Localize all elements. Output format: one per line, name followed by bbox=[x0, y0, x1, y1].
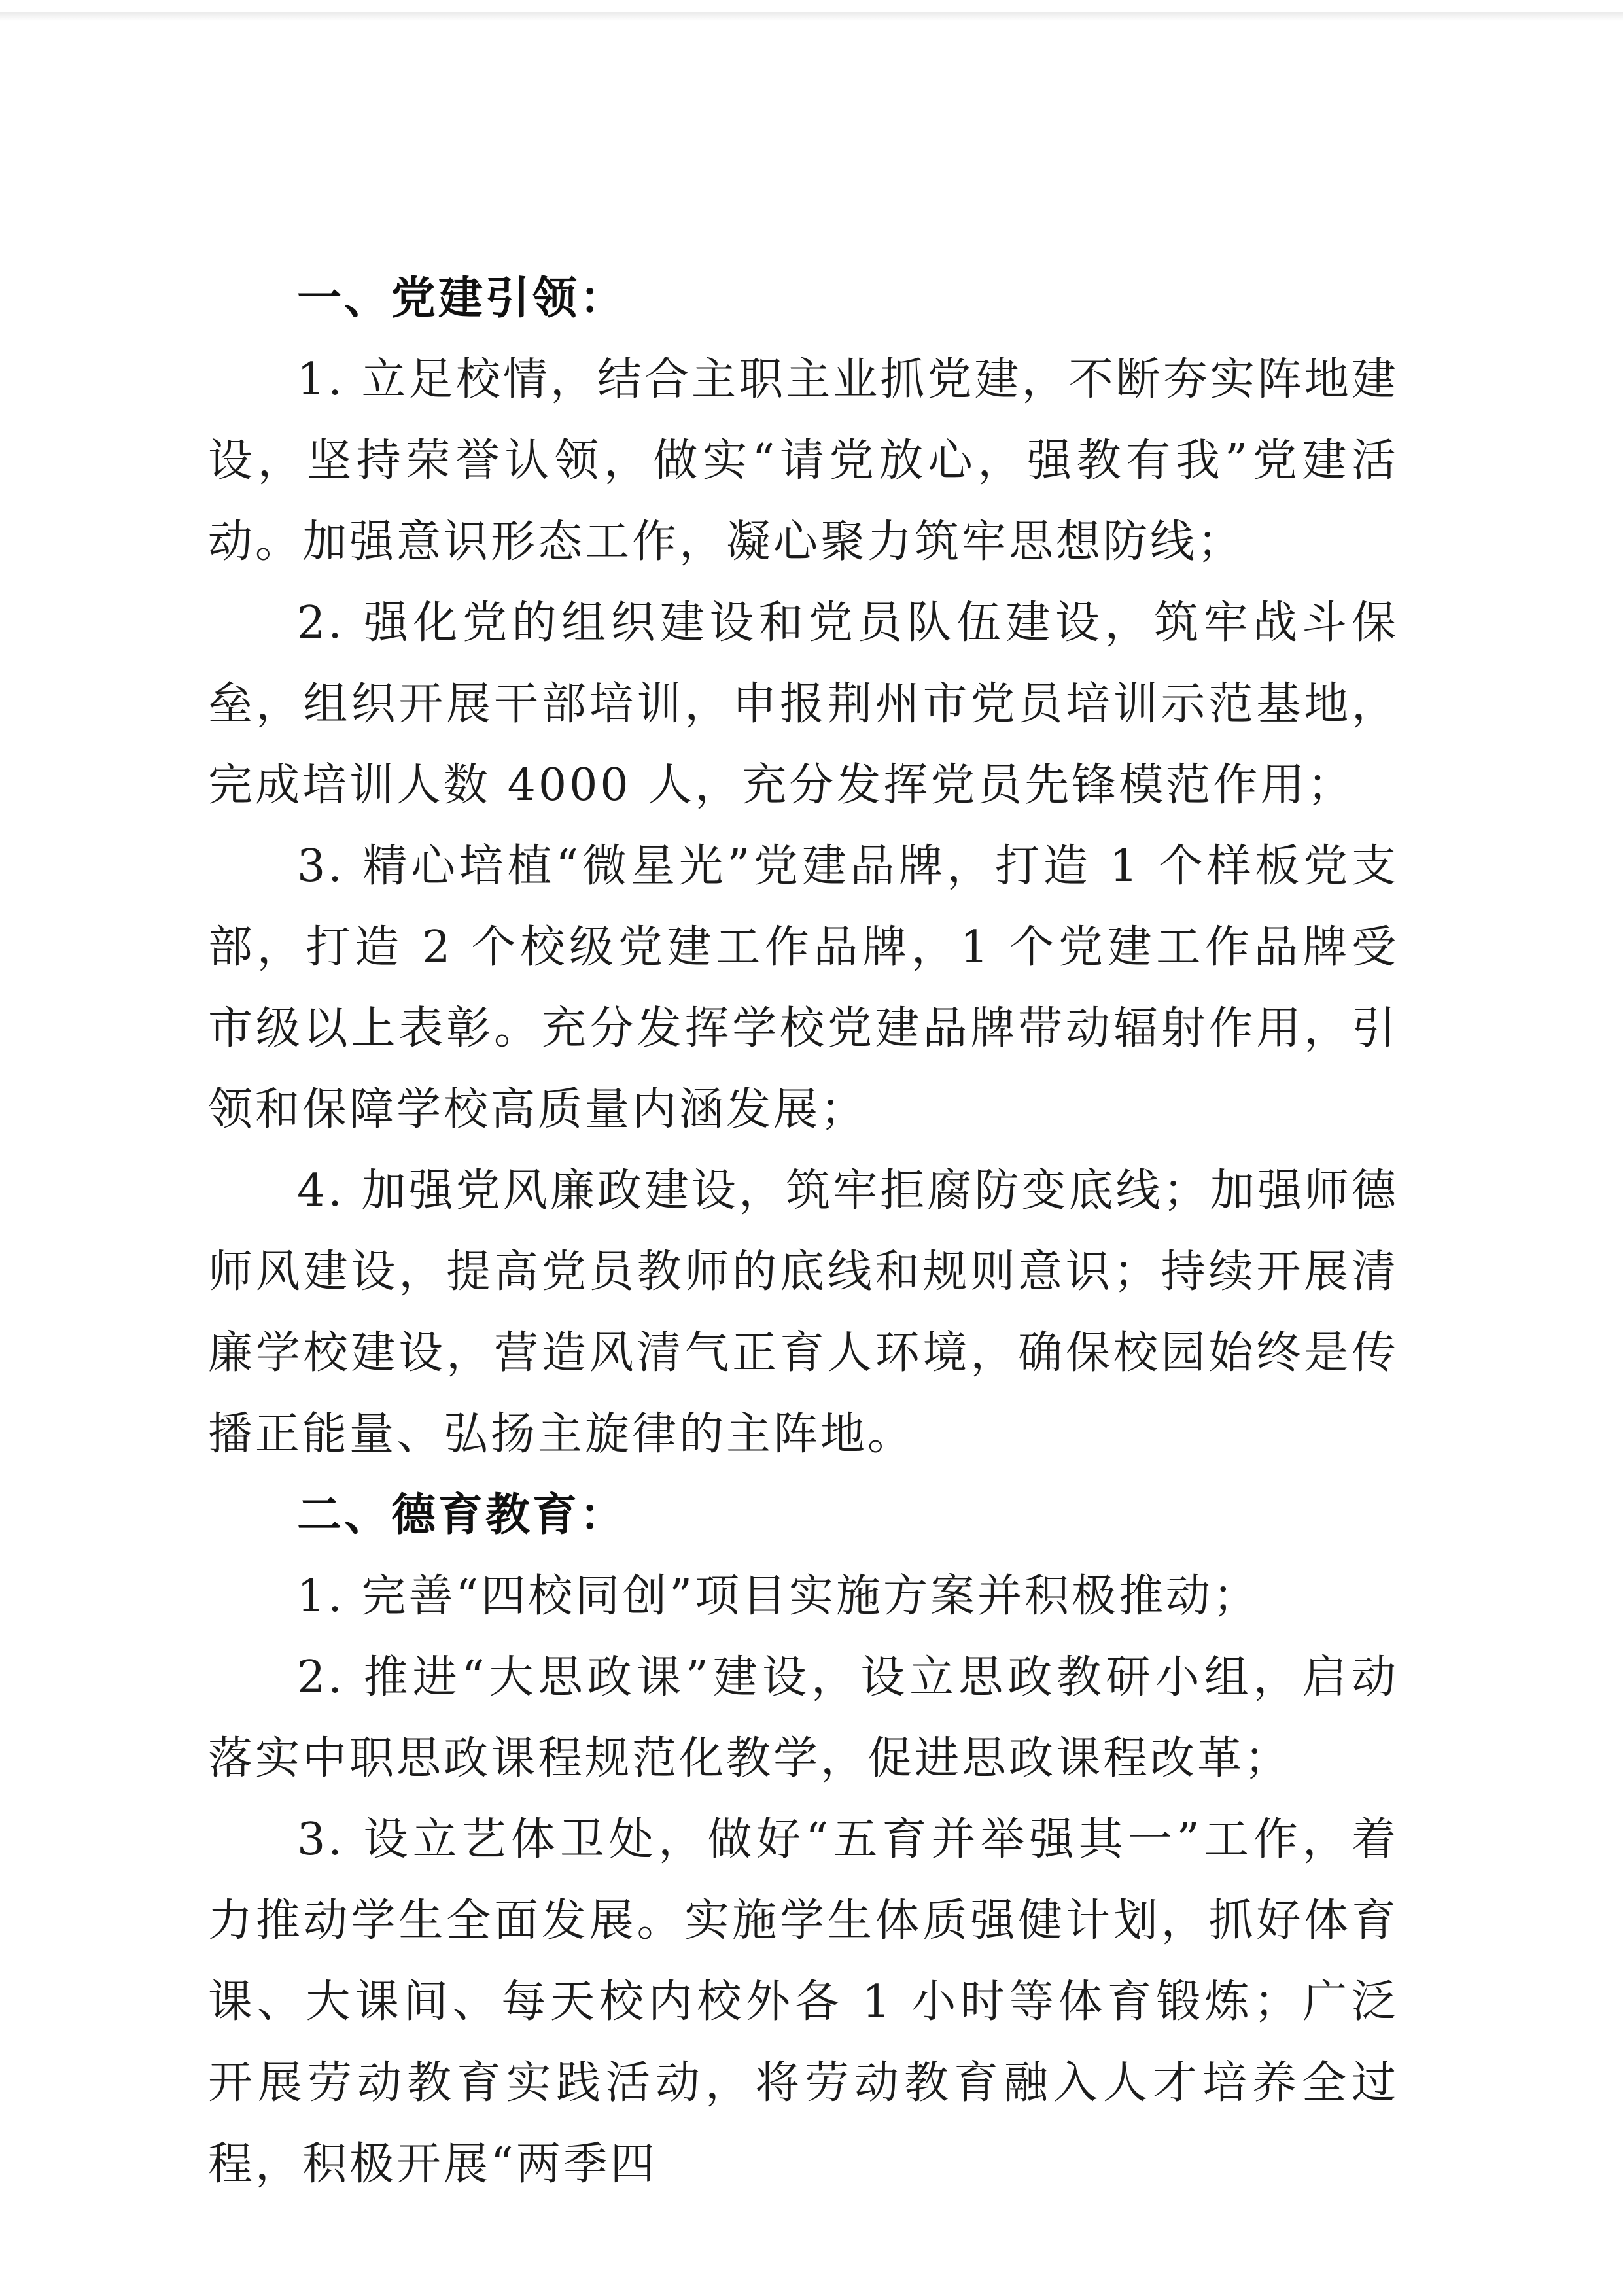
section-party-building bbox=[208, 258, 1399, 1475]
section-heading: 二、德育教育： bbox=[297, 1489, 627, 1541]
paragraph: 3. 设立艺体卫处，做好“五育并举强其一”工作，着力推动学生全面发展。实施学生体质强健计划，抓好体育课、大课间、每天校内校外各 1 小时等体育锻炼；广泛开展劳动教育实践活动，将劳动教育融入人才培养全过程，积极开展“两季四 bbox=[208, 1814, 1399, 2190]
scan-top-edge bbox=[0, 12, 1623, 21]
section-moral-education bbox=[208, 1475, 1399, 2205]
paragraph: 2. 推进“大思政课”建设，设立思政教研小组，启动落实中职思政课程规范化教学，促进思政课程改革； bbox=[208, 1652, 1399, 1784]
paragraph: 1. 立足校情，结合主职主业抓党建，不断夯实阵地建设，坚持荣誉认领，做实“请党放心，强教有我”党建活动。加强意识形态工作，凝心聚力筑牢思想防线； bbox=[208, 354, 1399, 568]
section-heading: 一、党建引领： bbox=[297, 273, 627, 324]
paragraph: 3. 精心培植“微星光”党建品牌，打造 1 个样板党支部，打造 2 个校级党建工作品牌，1 个党建工作品牌受市级以上表彰。充分发挥学校党建品牌带动辐射作用，引领和保障学校高质量内涵发展； bbox=[208, 841, 1399, 1136]
paragraph: 2. 强化党的组织建设和党员队伍建设，筑牢战斗保垒，组织开展干部培训，申报荆州市党员培训示范基地，完成培训人数 4000 人，充分发挥党员先锋模范作用； bbox=[208, 597, 1399, 811]
paragraph: 1. 完善“四校同创”项目实施方案并积极推动； bbox=[297, 1571, 1261, 1622]
paragraph: 4. 加强党风廉政建设，筑牢拒腐防变底线；加强师德师风建设，提高党员教师的底线和规则意识；持续开展清廉学校建设，营造风清气正育人环境，确保校园始终是传播正能量、弘扬主旋律的主阵地。 bbox=[208, 1165, 1399, 1460]
document-page bbox=[208, 258, 1399, 2205]
